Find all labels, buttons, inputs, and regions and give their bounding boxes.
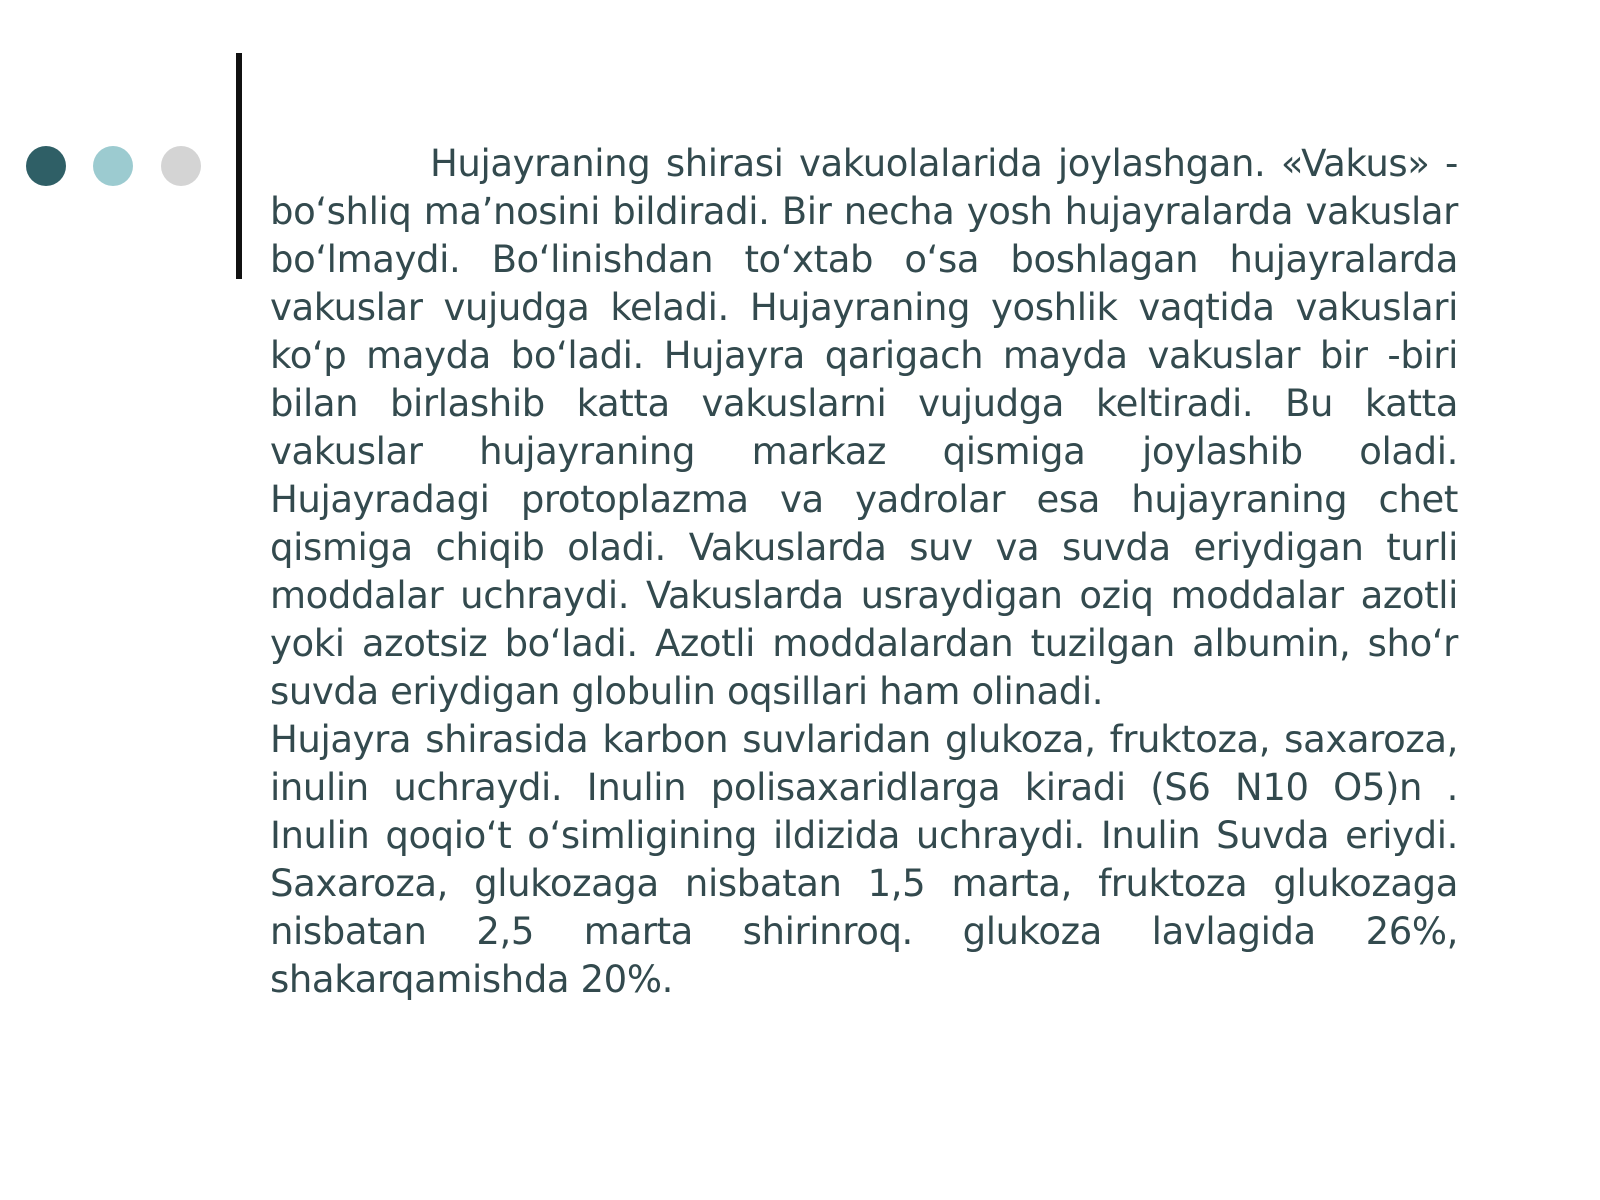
decorative-dot-dark (26, 146, 66, 186)
vertical-accent-bar (236, 53, 242, 279)
paragraph-vacuoles: Hujayraning shirasi vakuolalarida joylashgan. «Vakus» - bo‘shliq ma’nosini bildiradi. Bir necha yosh hujayralarda vakuslar bo‘lmaydi. Bo‘linishdan to‘xtab o‘sa boshlagan hujayralarda vakuslar vujudga keladi. Hujayraning yoshlik vaqtida vakuslari ko‘p mayda bo‘ladi. Hujayra qarigach mayda vakuslar bir -biri bilan birlashib katta vakuslarni vujudga keltiradi. Bu katta vakuslar hujayraning markaz qismiga joylashib oladi. Hujayradagi protoplazma va yadrolar esa hujayraning chet qismiga chiqib oladi. Vakuslarda suv va suvda eriydigan turli moddalar uchraydi. Vakuslarda usraydigan oziq moddalar azotli yoki azotsiz bo‘ladi. Azotli moddalardan tuzilgan albumin, sho‘r suvda eriydigan globulin oqsillari ham olinadi. (270, 142, 1458, 713)
slide-body-text (270, 140, 1458, 1004)
paragraph-cell-sap-carbohydrates: Hujayra shirasida karbon suvlaridan glukoza, fruktoza, saxaroza, inulin uchraydi. Inulin polisaxaridlarga kiradi (S6 N10 O5)n . Inulin qoqio‘t o‘simligining ildizida uchraydi. Inulin Suvda eriydi. Saxaroza, glukozaga nisbatan 1,5 marta, fruktoza glukozaga nisbatan 2,5 marta shirinroq. glukoza lavlagida 26%, shakarqamishda 20%. (270, 718, 1458, 1001)
decorative-dot-gray (161, 146, 201, 186)
decorative-dot-teal (93, 146, 133, 186)
